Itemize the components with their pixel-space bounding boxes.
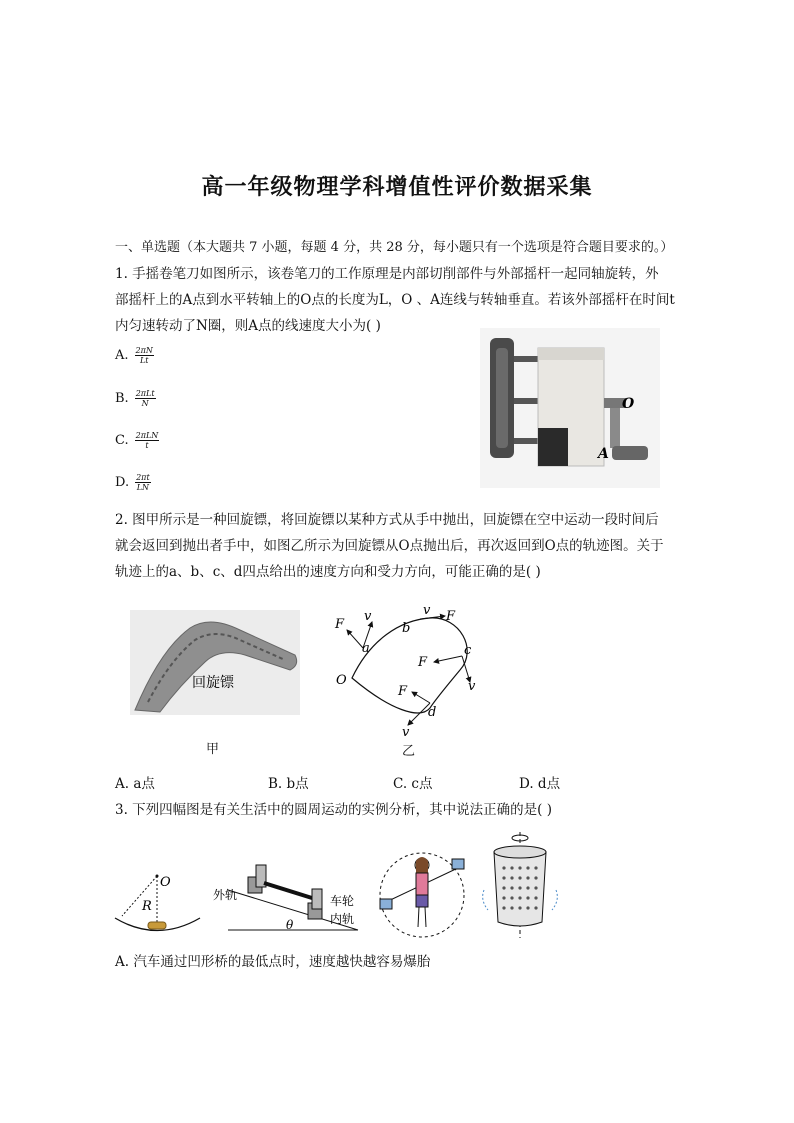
q1-option-a[interactable]: A. $\frac{2\pi N}{Lt}$ [115,346,153,365]
svg-text:v: v [402,725,410,740]
q2-option-d[interactable]: D. d点 [519,776,561,792]
q2-option-b[interactable]: B. b点 [268,776,309,792]
svg-text:F: F [398,684,408,699]
svg-text:c: c [464,643,472,658]
boomerang-figure [130,610,300,715]
svg-text:F: F [446,609,456,624]
svg-text:内轨: 内轨 [330,912,355,926]
svg-text:v: v [468,679,476,694]
fraction: $\frac{2\pi t}{LN}$ [136,473,150,492]
fraction: $\frac{\text{2πLN}}{t}$ [135,431,159,450]
spin-dryer-figure [480,830,560,940]
q3-line-1: 3. 下列四幅图是有关生活中的圆周运动的实例分析，其中说法正确的是( ) [115,802,552,818]
q1-option-d[interactable]: D. $\frac{2\pi t}{LN}$ [115,473,150,492]
caption-yi: 乙 [402,744,416,759]
trajectory-figure [330,600,490,740]
q1-line-3: 内匀速转动了N圈，则A点的线速度大小为( ) [115,318,381,334]
page-title: 高一年级物理学科增值性评价数据采集 [201,175,593,200]
svg-text:O: O [160,875,171,890]
pencil-sharpener-figure [480,328,660,488]
q1-option-c[interactable]: C. $\frac{\text{2πLN}}{t}$ [115,431,159,450]
svg-text:d: d [428,705,437,720]
q2-option-c[interactable]: C. c点 [393,776,433,792]
q3-option-a[interactable]: A. 汽车通过凹形桥的最低点时，速度越快越容易爆胎 [115,954,431,970]
boomerang-label: 回旋镖 [192,675,234,691]
bucket-swing-figure [372,845,472,940]
svg-text:v: v [423,603,431,618]
q2-line-2: 就会返回到抛出者手中，如图乙所示为回旋镖从O点抛出后，再次返回到O点的轨迹图。关于 [115,538,664,554]
section-header: 一、单选题（本大题共 7 小题，每题 4 分，共 28 分，每小题只有一个选项是符合题目要求的。） [115,240,674,255]
q1-option-b[interactable]: B. $\frac{\text{2πLt}}{N}$ [115,389,155,408]
concave-bridge-figure [112,858,202,933]
point-o-label: O [622,396,635,412]
svg-text:a: a [362,641,370,656]
rail-track-figure [208,855,368,935]
q2-option-a[interactable]: A. a点 [115,776,155,792]
svg-text:外轨: 外轨 [213,888,238,902]
svg-text:F: F [335,617,345,632]
q2-line-1: 2. 图甲所示是一种回旋镖，将回旋镖以某种方式从手中抛出，回旋镖在空中运动一段时间后 [115,512,659,528]
svg-text:R: R [142,899,152,914]
caption-jia: 甲 [206,742,220,757]
fraction: $\frac{\text{2πLt}}{N}$ [135,389,155,408]
svg-text:F: F [418,655,428,670]
fraction: $\frac{2\pi N}{Lt}$ [135,346,153,365]
svg-text:v: v [364,609,372,624]
q1-line-2: 部摇杆上的A点到水平转轴上的O点的长度为L，O 、A连线与转轴垂直。若该外部摇杆在时间t [115,292,675,308]
svg-text:车轮: 车轮 [330,894,355,908]
point-a-label: A [598,446,609,462]
svg-text:θ: θ [286,918,294,932]
q2-line-3: 轨迹上的a、b、c、d四点给出的速度方向和受力方向，可能正确的是( ) [115,564,541,580]
svg-text:O: O [336,673,347,688]
svg-text:b: b [402,621,411,636]
q1-line-1: 1. 手摇卷笔刀如图所示，该卷笔刀的工作原理是内部切削部件与外部摇杆一起同轴旋转，外 [115,266,659,282]
